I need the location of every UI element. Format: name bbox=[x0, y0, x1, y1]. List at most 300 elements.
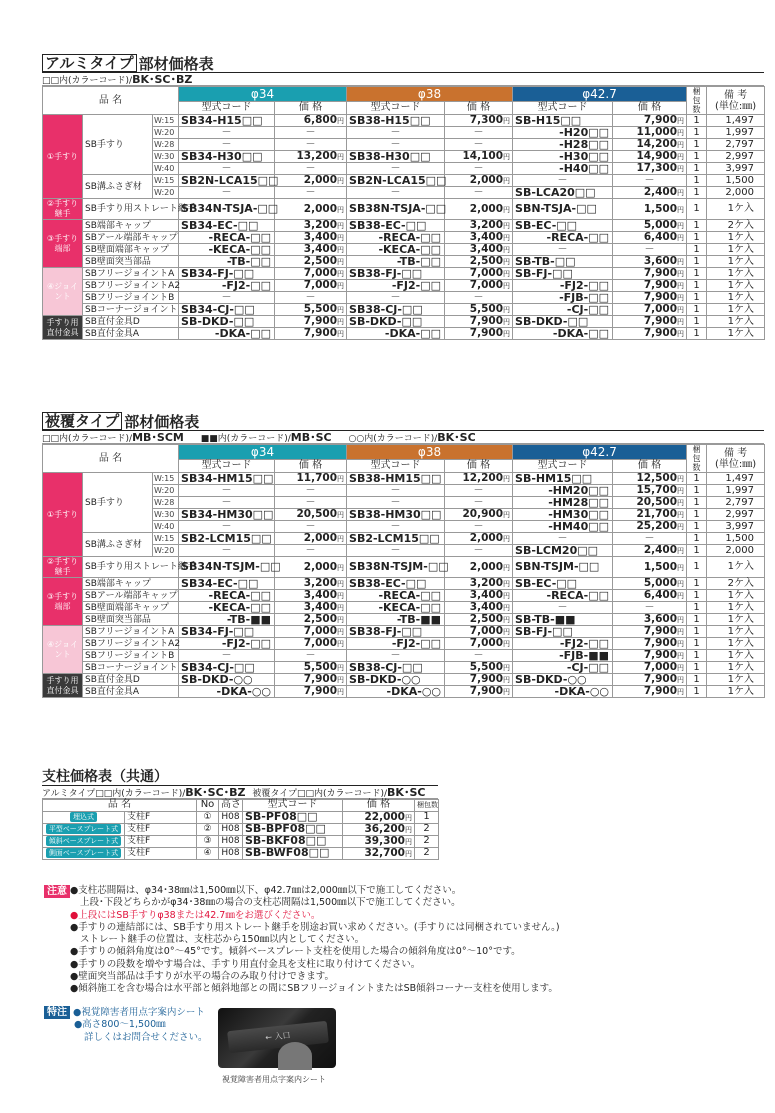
price-value: 3,400 bbox=[469, 231, 504, 243]
yen-unit: 円 bbox=[337, 688, 345, 696]
color-code-note bbox=[42, 72, 764, 86]
yen-unit: 円 bbox=[677, 652, 685, 660]
code-cell: SB38N-TSJM-□□ bbox=[347, 557, 445, 578]
remark-cell: 1ケ入 bbox=[707, 316, 765, 328]
yen-unit: 円 bbox=[503, 318, 511, 326]
yen-unit: 円 bbox=[337, 616, 345, 624]
yen-unit: 円 bbox=[337, 318, 345, 326]
code-cell: － bbox=[179, 139, 275, 151]
table-row bbox=[43, 316, 765, 328]
yen-unit: 円 bbox=[405, 849, 412, 858]
special-line: 詳しくはお問合せください。 bbox=[84, 1031, 208, 1043]
pack-cell: 1 bbox=[687, 650, 707, 662]
code-cell: SB34-FJ-□□ bbox=[179, 268, 275, 280]
price-cell bbox=[613, 268, 687, 280]
yen-unit: 円 bbox=[677, 129, 685, 137]
item-name: SB壁面突当部品 bbox=[83, 256, 179, 268]
remark-cell: 1ケ入 bbox=[707, 268, 765, 280]
width-label: W:28 bbox=[153, 139, 179, 151]
pack-cell: 1 bbox=[687, 602, 707, 614]
caution-label: 注意 bbox=[44, 885, 70, 898]
pack-cell: 1 bbox=[687, 497, 707, 509]
note-line: ストレート継手の位置は、支柱芯から150㎜以内としてください。 bbox=[80, 934, 365, 946]
header-pack: 梱包数 bbox=[687, 445, 707, 473]
code-cell: -KECA-□□ bbox=[179, 602, 275, 614]
yen-unit: 円 bbox=[677, 306, 685, 314]
code-cell: － bbox=[513, 244, 613, 256]
yen-unit: 円 bbox=[503, 270, 511, 278]
price-cell bbox=[275, 509, 347, 521]
code-cell: -TB-□□ bbox=[347, 256, 445, 268]
aluminum-section bbox=[42, 52, 764, 340]
title-box: 被覆タイプ bbox=[42, 412, 122, 430]
price-table bbox=[42, 86, 765, 340]
code-cell: -DKA-□□ bbox=[179, 328, 275, 340]
price-value: 2,400 bbox=[643, 186, 678, 198]
price-value: 1,500 bbox=[643, 202, 678, 215]
remark-cell: 1ケ入 bbox=[707, 686, 765, 698]
special-label: 特注 bbox=[44, 1006, 70, 1019]
price-cell: － bbox=[445, 545, 513, 557]
price-cell bbox=[613, 686, 687, 698]
pack-cell: 1 bbox=[687, 268, 707, 280]
type-tag-cell bbox=[43, 835, 125, 847]
category-bracket: 手すり用直付金具 bbox=[43, 316, 83, 340]
price-value: 6,400 bbox=[643, 589, 678, 601]
price-value: 7,900 bbox=[643, 685, 678, 697]
pack-cell: 1 bbox=[687, 199, 707, 220]
code-cell: SB34-CJ-□□ bbox=[179, 662, 275, 674]
header-code: 型式コード bbox=[179, 460, 275, 473]
title-rest: 部材価格表 bbox=[124, 413, 200, 431]
price-value: 7,300 bbox=[469, 114, 504, 126]
header-price: 価 格 bbox=[613, 460, 687, 473]
remark-cell: 2,997 bbox=[707, 509, 765, 521]
header-name: 品 名 bbox=[43, 87, 179, 115]
item-name: SB壁面突当部品 bbox=[83, 614, 179, 626]
table-row bbox=[43, 232, 765, 244]
price-value: 7,900 bbox=[303, 327, 338, 339]
category-end: ③手すり端部 bbox=[43, 220, 83, 268]
header-height: 高さ bbox=[219, 800, 243, 812]
yen-unit: 円 bbox=[677, 640, 685, 648]
yen-unit: 円 bbox=[677, 330, 685, 338]
price-cell: － bbox=[445, 127, 513, 139]
code-cell: SB2-LCM15□□ bbox=[179, 533, 275, 545]
yen-unit: 円 bbox=[337, 535, 345, 543]
price-value: 7,900 bbox=[643, 327, 678, 339]
price-value: 13,200 bbox=[296, 150, 338, 162]
category-joint4: ④ジョイント bbox=[43, 626, 83, 674]
price-value: 3,400 bbox=[469, 601, 504, 613]
hand-icon bbox=[278, 1042, 312, 1070]
table-row bbox=[43, 590, 765, 602]
price-cell bbox=[275, 614, 347, 626]
category-handrail: ①手すり bbox=[43, 115, 83, 199]
code-cell: -TB-■■ bbox=[179, 614, 275, 626]
code-cell: － bbox=[347, 187, 445, 199]
price-value: 3,400 bbox=[469, 243, 504, 255]
header-code: 型式コード bbox=[179, 102, 275, 115]
price-cell bbox=[613, 199, 687, 220]
pack-cell: 1 bbox=[687, 626, 707, 638]
price-cell bbox=[275, 533, 347, 545]
post-table bbox=[42, 799, 439, 860]
price-cell: － bbox=[445, 521, 513, 533]
yen-unit: 円 bbox=[677, 511, 685, 519]
price-value: 11,700 bbox=[296, 472, 338, 484]
code-cell: － bbox=[347, 497, 445, 509]
price-value: 3,400 bbox=[303, 231, 338, 243]
code-cell: -H30□□ bbox=[513, 151, 613, 163]
remark-cell: 1,497 bbox=[707, 115, 765, 127]
item-name: SB溝ふさぎ材 bbox=[83, 533, 153, 557]
code-cell: SB-DKD-□□ bbox=[347, 316, 445, 328]
price-value: 2,500 bbox=[469, 613, 504, 625]
section-title bbox=[42, 52, 764, 72]
yen-unit: 円 bbox=[503, 676, 511, 684]
header-pack: 梱包数 bbox=[687, 87, 707, 115]
remark-cell: 1,497 bbox=[707, 473, 765, 485]
code-cell: -H20□□ bbox=[513, 127, 613, 139]
code-cell: SB-FJ-□□ bbox=[513, 626, 613, 638]
price-value: 2,000 bbox=[303, 560, 338, 573]
code-cell: -TB-□□ bbox=[179, 256, 275, 268]
price-cell bbox=[275, 686, 347, 698]
price-cell bbox=[613, 163, 687, 175]
price-cell bbox=[613, 316, 687, 328]
code-cell: SB34-H30□□ bbox=[179, 151, 275, 163]
code-cell: SB34-HM15□□ bbox=[179, 473, 275, 485]
price-cell: － bbox=[275, 163, 347, 175]
price-cell bbox=[445, 244, 513, 256]
pack-cell: 1 bbox=[687, 175, 707, 187]
table-row bbox=[43, 686, 765, 698]
table-row bbox=[43, 304, 765, 316]
price-value: 7,000 bbox=[303, 279, 338, 291]
code-cell: -FJ2-□□ bbox=[179, 638, 275, 650]
price-cell bbox=[613, 662, 687, 674]
type-tag: 平型ベースプレート式 bbox=[46, 824, 121, 834]
remark-cell: 1ケ入 bbox=[707, 304, 765, 316]
remark-label: 備 考 bbox=[723, 89, 748, 101]
code-cell: -CJ-□□ bbox=[513, 662, 613, 674]
price-cell: － bbox=[613, 602, 687, 614]
note-line: ●支柱芯間隔は、φ34･38㎜は1,500㎜以下、φ42.7㎜は2,000㎜以下で施工してください。 bbox=[70, 885, 462, 896]
price-cell bbox=[613, 485, 687, 497]
height-cell: H08 bbox=[219, 823, 243, 835]
remark-cell: 1ケ入 bbox=[707, 674, 765, 686]
price-value: 25,200 bbox=[636, 520, 678, 532]
price-cell: － bbox=[445, 485, 513, 497]
code-cell: SB-PF08□□ bbox=[243, 811, 343, 823]
price-value: 7,900 bbox=[643, 114, 678, 126]
price-cell bbox=[445, 602, 513, 614]
price-value: 3,400 bbox=[303, 601, 338, 613]
table-row bbox=[43, 268, 765, 280]
price-cell: － bbox=[275, 497, 347, 509]
price-cell bbox=[613, 115, 687, 127]
code-cell: － bbox=[347, 163, 445, 175]
item-name: SB手すり用ストレート継手 bbox=[83, 557, 179, 578]
price-cell: － bbox=[275, 650, 347, 662]
code-cell: － bbox=[347, 521, 445, 533]
pack-cell: 1 bbox=[687, 127, 707, 139]
price-cell bbox=[613, 521, 687, 533]
price-cell bbox=[613, 151, 687, 163]
remark-cell: 1ケ入 bbox=[707, 590, 765, 602]
post-section bbox=[42, 765, 442, 860]
code-cell: -HM20□□ bbox=[513, 485, 613, 497]
yen-unit: 円 bbox=[337, 246, 345, 254]
item-name: 支柱F bbox=[125, 823, 197, 835]
width-label: W:30 bbox=[153, 509, 179, 521]
code-cell: SB38-HM15□□ bbox=[347, 473, 445, 485]
price-cell bbox=[613, 232, 687, 244]
yen-unit: 円 bbox=[337, 563, 345, 572]
remark-cell: 1ケ入 bbox=[707, 638, 765, 650]
color-code-label: アルミタイプ□□内(カラーコード)/ bbox=[42, 789, 186, 799]
price-cell bbox=[275, 316, 347, 328]
yen-unit: 円 bbox=[503, 258, 511, 266]
color-code-note bbox=[42, 785, 438, 799]
price-value: 15,700 bbox=[636, 484, 678, 496]
price-cell bbox=[613, 280, 687, 292]
coated-section bbox=[42, 410, 764, 698]
yen-unit: 円 bbox=[677, 547, 685, 555]
price-cell bbox=[343, 847, 415, 859]
yen-unit: 円 bbox=[503, 688, 511, 696]
header-name: 品 名 bbox=[43, 445, 179, 473]
code-cell: -DKA-○○ bbox=[179, 686, 275, 698]
yen-unit: 円 bbox=[503, 664, 511, 672]
code-cell: － bbox=[179, 485, 275, 497]
price-value: 7,000 bbox=[469, 279, 504, 291]
price-value: 14,900 bbox=[636, 150, 678, 162]
price-cell bbox=[613, 590, 687, 602]
code-cell: -RECA-□□ bbox=[513, 232, 613, 244]
price-cell bbox=[275, 199, 347, 220]
yen-unit: 円 bbox=[503, 604, 511, 612]
item-name: SB手すり用ストレート継手 bbox=[83, 199, 179, 220]
header-code: 型式コード bbox=[347, 460, 445, 473]
pack-cell: 1 bbox=[687, 614, 707, 626]
price-value: 17,300 bbox=[636, 162, 678, 174]
price-cell bbox=[275, 662, 347, 674]
code-cell: SB2N-LCA15□□ bbox=[347, 175, 445, 187]
price-cell bbox=[613, 626, 687, 638]
table-row bbox=[43, 199, 765, 220]
price-value: 3,400 bbox=[303, 589, 338, 601]
code-cell: － bbox=[347, 127, 445, 139]
width-label: W:15 bbox=[153, 175, 179, 187]
code-cell: SB38-H30□□ bbox=[347, 151, 445, 163]
code-cell: -RECA-□□ bbox=[179, 232, 275, 244]
yen-unit: 円 bbox=[405, 813, 412, 822]
price-cell: － bbox=[445, 292, 513, 304]
pack-cell: 1 bbox=[687, 316, 707, 328]
yen-unit: 円 bbox=[337, 475, 345, 483]
remark-cell: 1,500 bbox=[707, 175, 765, 187]
yen-unit: 円 bbox=[677, 318, 685, 326]
code-cell: -DKA-□□ bbox=[513, 328, 613, 340]
item-name: SB直付金具D bbox=[83, 316, 179, 328]
yen-unit: 円 bbox=[337, 592, 345, 600]
item-name: 支柱F bbox=[125, 811, 197, 823]
item-name: SBフリージョイントA bbox=[83, 626, 179, 638]
yen-unit: 円 bbox=[677, 676, 685, 684]
price-cell bbox=[613, 638, 687, 650]
code-cell: SB-H15□□ bbox=[513, 115, 613, 127]
yen-unit: 円 bbox=[337, 258, 345, 266]
price-cell bbox=[275, 280, 347, 292]
price-cell: － bbox=[275, 485, 347, 497]
table-row bbox=[43, 256, 765, 268]
code-cell: － bbox=[179, 545, 275, 557]
price-value: 2,000 bbox=[469, 560, 504, 573]
price-cell bbox=[613, 614, 687, 626]
code-cell: SB34N-TSJA-□□ bbox=[179, 199, 275, 220]
price-value: 5,500 bbox=[303, 661, 338, 673]
code-cell: -FJB-□□ bbox=[513, 292, 613, 304]
header-price: 価 格 bbox=[445, 102, 513, 115]
price-cell bbox=[445, 473, 513, 485]
price-cell bbox=[275, 220, 347, 232]
price-value: 7,900 bbox=[643, 315, 678, 327]
pack-cell: 2 bbox=[415, 823, 439, 835]
category-handrail: ①手すり bbox=[43, 473, 83, 557]
yen-unit: 円 bbox=[337, 117, 345, 125]
price-value: 7,900 bbox=[643, 267, 678, 279]
code-cell: SB38-CJ-□□ bbox=[347, 662, 445, 674]
note-line-highlight: ●上段にはSB手すりφ38または42.7㎜をお選びください。 bbox=[70, 909, 321, 921]
price-value: 7,900 bbox=[643, 649, 678, 661]
code-cell: -FJ2-□□ bbox=[179, 280, 275, 292]
braille-sheet: ← 入口 bbox=[227, 1021, 329, 1053]
header-name: 品 名 bbox=[43, 800, 197, 812]
color-code-value: MB･SC bbox=[290, 431, 332, 444]
price-value: 14,200 bbox=[636, 138, 678, 150]
code-cell: － bbox=[179, 521, 275, 533]
remark-cell: 2ケ入 bbox=[707, 578, 765, 590]
remark-cell: 1ケ入 bbox=[707, 662, 765, 674]
remark-cell: 1ケ入 bbox=[707, 650, 765, 662]
price-cell bbox=[613, 256, 687, 268]
color-code-value: BK･SC･BZ bbox=[185, 786, 246, 799]
width-label: W:30 bbox=[153, 151, 179, 163]
price-value: 7,000 bbox=[303, 625, 338, 637]
remark-cell: 1ケ入 bbox=[707, 256, 765, 268]
header-pack: 梱包数 bbox=[415, 800, 439, 812]
yen-unit: 円 bbox=[503, 592, 511, 600]
code-cell: -KECA-□□ bbox=[179, 244, 275, 256]
code-cell: － bbox=[347, 545, 445, 557]
price-value: 5,000 bbox=[643, 219, 678, 231]
price-value: 3,400 bbox=[303, 243, 338, 255]
price-value: 3,400 bbox=[469, 589, 504, 601]
price-cell bbox=[275, 115, 347, 127]
yen-unit: 円 bbox=[677, 153, 685, 161]
remark-cell: 2,000 bbox=[707, 187, 765, 199]
price-cell bbox=[275, 151, 347, 163]
price-cell bbox=[613, 674, 687, 686]
price-cell bbox=[613, 578, 687, 590]
remark-cell: 3,997 bbox=[707, 521, 765, 533]
table-row bbox=[43, 638, 765, 650]
note-line: ●手すりの連結部には、SB手すり用ストレート継手を別途お買い求めください。(手すりには同梱されていません。) bbox=[70, 921, 560, 933]
item-name: SB端部キャップ bbox=[83, 220, 179, 232]
yen-unit: 円 bbox=[503, 511, 511, 519]
yen-unit: 円 bbox=[677, 580, 685, 588]
code-cell: SB-BKF08□□ bbox=[243, 835, 343, 847]
yen-unit: 円 bbox=[503, 177, 511, 185]
height-cell: H08 bbox=[219, 811, 243, 823]
pack-cell: 1 bbox=[687, 139, 707, 151]
price-value: 2,000 bbox=[469, 202, 504, 215]
category-joint: ②手すり継手 bbox=[43, 199, 83, 220]
price-cell: － bbox=[275, 139, 347, 151]
code-cell: SB-DKD-□□ bbox=[513, 316, 613, 328]
item-name: SB直付金具A bbox=[83, 328, 179, 340]
item-name: SB直付金具D bbox=[83, 674, 179, 686]
item-name: SBコーナージョイント bbox=[83, 662, 179, 674]
yen-unit: 円 bbox=[337, 282, 345, 290]
code-cell: SB38-EC-□□ bbox=[347, 220, 445, 232]
code-cell: SB34-FJ-□□ bbox=[179, 626, 275, 638]
type-tag-cell bbox=[43, 847, 125, 859]
braille-sheet-photo bbox=[218, 1008, 336, 1068]
yen-unit: 円 bbox=[677, 165, 685, 173]
title-rest: 部材価格表 bbox=[138, 55, 214, 73]
header-d38: φ38 bbox=[347, 87, 513, 102]
header-code: 型式コード bbox=[243, 800, 343, 812]
color-code-value: MB･SCM bbox=[132, 431, 184, 444]
pack-cell: 2 bbox=[415, 847, 439, 859]
table-row bbox=[43, 473, 765, 485]
item-name: SBコーナージョイント bbox=[83, 304, 179, 316]
yen-unit: 円 bbox=[677, 117, 685, 125]
table-row bbox=[43, 811, 439, 823]
price-value: 22,000 bbox=[364, 810, 405, 823]
remark-cell: 1ケ入 bbox=[707, 292, 765, 304]
yen-unit: 円 bbox=[677, 222, 685, 230]
yen-unit: 円 bbox=[503, 330, 511, 338]
price-cell bbox=[613, 509, 687, 521]
code-cell: SB38-EC-□□ bbox=[347, 578, 445, 590]
table-row bbox=[43, 557, 765, 578]
pack-cell: 1 bbox=[687, 578, 707, 590]
item-name: SBアール端部キャップ bbox=[83, 232, 179, 244]
yen-unit: 円 bbox=[503, 563, 511, 572]
table-row bbox=[43, 578, 765, 590]
pack-cell: 1 bbox=[687, 220, 707, 232]
price-value: 5,500 bbox=[303, 303, 338, 315]
yen-unit: 円 bbox=[503, 246, 511, 254]
yen-unit: 円 bbox=[677, 592, 685, 600]
table-row bbox=[43, 220, 765, 232]
price-cell bbox=[445, 533, 513, 545]
header-code: 型式コード bbox=[347, 102, 445, 115]
price-value: 7,900 bbox=[643, 673, 678, 685]
yen-unit: 円 bbox=[677, 258, 685, 266]
width-label: W:15 bbox=[153, 473, 179, 485]
price-cell bbox=[445, 115, 513, 127]
code-cell: -RECA-□□ bbox=[347, 232, 445, 244]
price-value: 7,900 bbox=[303, 315, 338, 327]
price-cell bbox=[445, 199, 513, 220]
price-cell bbox=[275, 674, 347, 686]
pack-cell: 1 bbox=[687, 232, 707, 244]
